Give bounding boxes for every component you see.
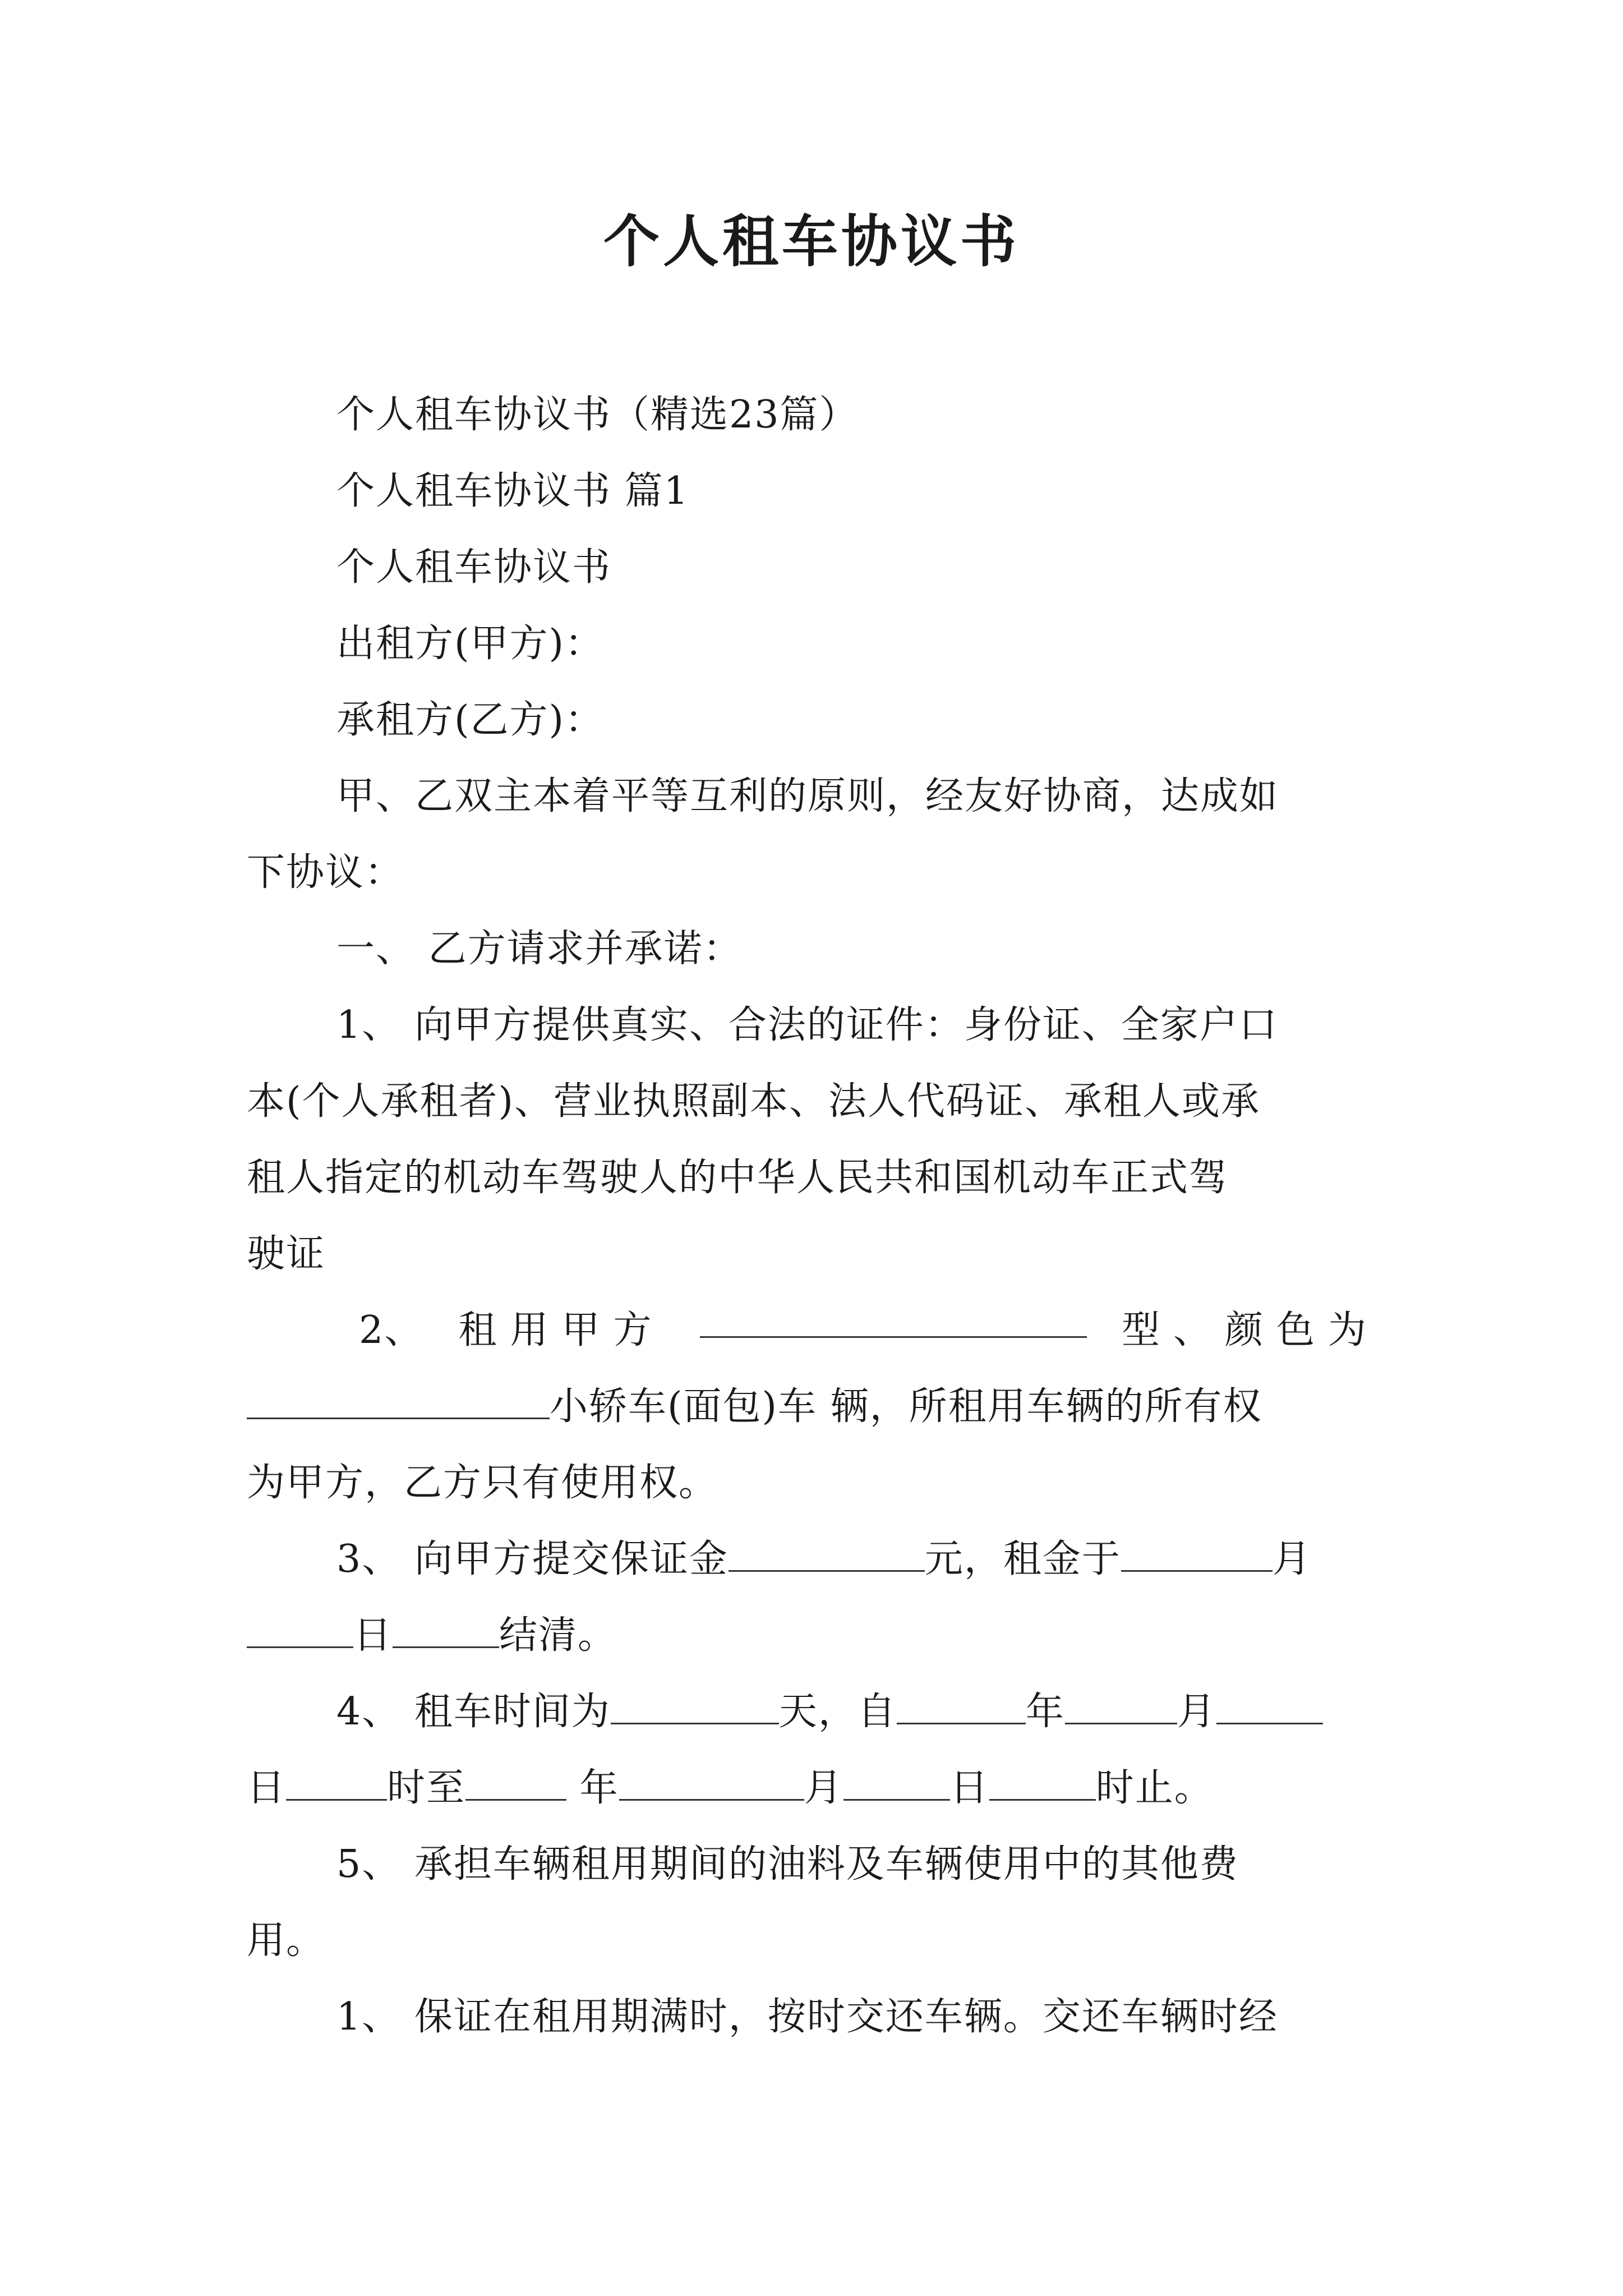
clause-4-line1 xyxy=(336,1684,1323,1740)
start-hour-blank xyxy=(286,1765,387,1801)
rent-month-blank xyxy=(1121,1536,1272,1572)
clause-3-text-c: 月 xyxy=(1272,1537,1312,1581)
rental-days-blank xyxy=(611,1689,779,1724)
clause-4-text-h: 月 xyxy=(804,1766,843,1810)
clause-3-text-e: 结清。 xyxy=(499,1613,617,1658)
clause-3-line1 xyxy=(336,1531,1312,1588)
vehicle-model-blank xyxy=(700,1303,1087,1338)
clause-4-text-g: 年 xyxy=(579,1766,619,1810)
clause-3-text-b: 元，租金于 xyxy=(924,1537,1121,1581)
clause-1-line1: 1、 向甲方提供真实、合法的证件：身份证、全家户口 xyxy=(336,1003,1278,1047)
subtitle-selected: 个人租车协议书（精选23篇） xyxy=(336,393,859,437)
clause-2-line1 xyxy=(359,1303,1380,1359)
clause-1-line4: 驶证 xyxy=(247,1232,326,1276)
clause-4-text-a: 4、 租车时间为 xyxy=(336,1690,611,1734)
clause-2-text-b: 型、颜色为 xyxy=(1121,1308,1380,1352)
clause-4-line2 xyxy=(247,1760,1214,1816)
clause-5-line1: 5、 承担车辆租用期间的油料及车辆使用中的其他费 xyxy=(336,1842,1239,1887)
clause-3-line2 xyxy=(247,1608,617,1664)
start-month-blank xyxy=(1065,1689,1177,1724)
clause-4-text-f: 时至 xyxy=(387,1766,466,1810)
settle-blank xyxy=(393,1613,499,1648)
agreement-heading: 个人租车协议书 xyxy=(336,545,612,590)
clause-3-text-a: 3、 向甲方提交保证金 xyxy=(336,1537,728,1581)
clause-2-text-a: 租用甲方 xyxy=(458,1308,665,1352)
clause-4-text-j: 时止。 xyxy=(1095,1766,1214,1810)
clause-1-line3: 租人指定的机动车驾驶人的中华人民共和国机动车正式驾 xyxy=(247,1156,1229,1200)
clause-2-text-c: 小轿车(面包)车 辆，所租用车辆的所有权 xyxy=(550,1384,1262,1429)
start-day-blank xyxy=(1216,1689,1323,1724)
clause-4-text-d: 月 xyxy=(1177,1690,1216,1734)
clause-1-line2: 本(个人承租者)、营业执照副本、法人代码证、承租人或承 xyxy=(247,1079,1261,1124)
clause-return-line1: 1、 保证在租用期满时，按时交还车辆。交还车辆时经 xyxy=(336,1995,1278,2039)
clause-4-text-e: 日 xyxy=(247,1766,287,1810)
end-day-blank xyxy=(843,1765,950,1801)
lessor-field: 出租方(甲方)： xyxy=(336,622,605,666)
end-month-blank xyxy=(619,1765,804,1801)
clause-4-text-i: 日 xyxy=(949,1766,989,1810)
vehicle-color-blank xyxy=(247,1384,550,1419)
paragraph-intro-line2: 下协议： xyxy=(247,850,404,895)
section-heading: 个人租车协议书 篇1 xyxy=(336,469,689,513)
clause-3-text-d: 日 xyxy=(353,1613,393,1658)
clause-2-number: 2、 xyxy=(359,1308,424,1352)
end-year-blank xyxy=(465,1765,566,1801)
clause-heading-one: 一、 乙方请求并承诺： xyxy=(336,927,743,971)
document-title: 个人租车协议书 xyxy=(603,208,1020,274)
clause-5-line2: 用。 xyxy=(247,1918,326,1963)
paragraph-intro-line1: 甲、乙双主本着平等互利的原则，经友好协商，达成如 xyxy=(336,774,1279,818)
end-hour-blank xyxy=(989,1765,1096,1801)
clause-2-line2 xyxy=(247,1379,1262,1435)
clause-4-text-b: 天，自 xyxy=(778,1690,897,1734)
lessee-field: 承租方(乙方)： xyxy=(336,698,605,742)
start-year-blank xyxy=(897,1689,1026,1724)
rent-day-blank xyxy=(247,1613,353,1648)
deposit-blank xyxy=(728,1536,925,1572)
clause-2-line3: 为甲方，乙方只有使用权。 xyxy=(247,1461,718,1505)
clause-4-text-c: 年 xyxy=(1025,1690,1065,1734)
